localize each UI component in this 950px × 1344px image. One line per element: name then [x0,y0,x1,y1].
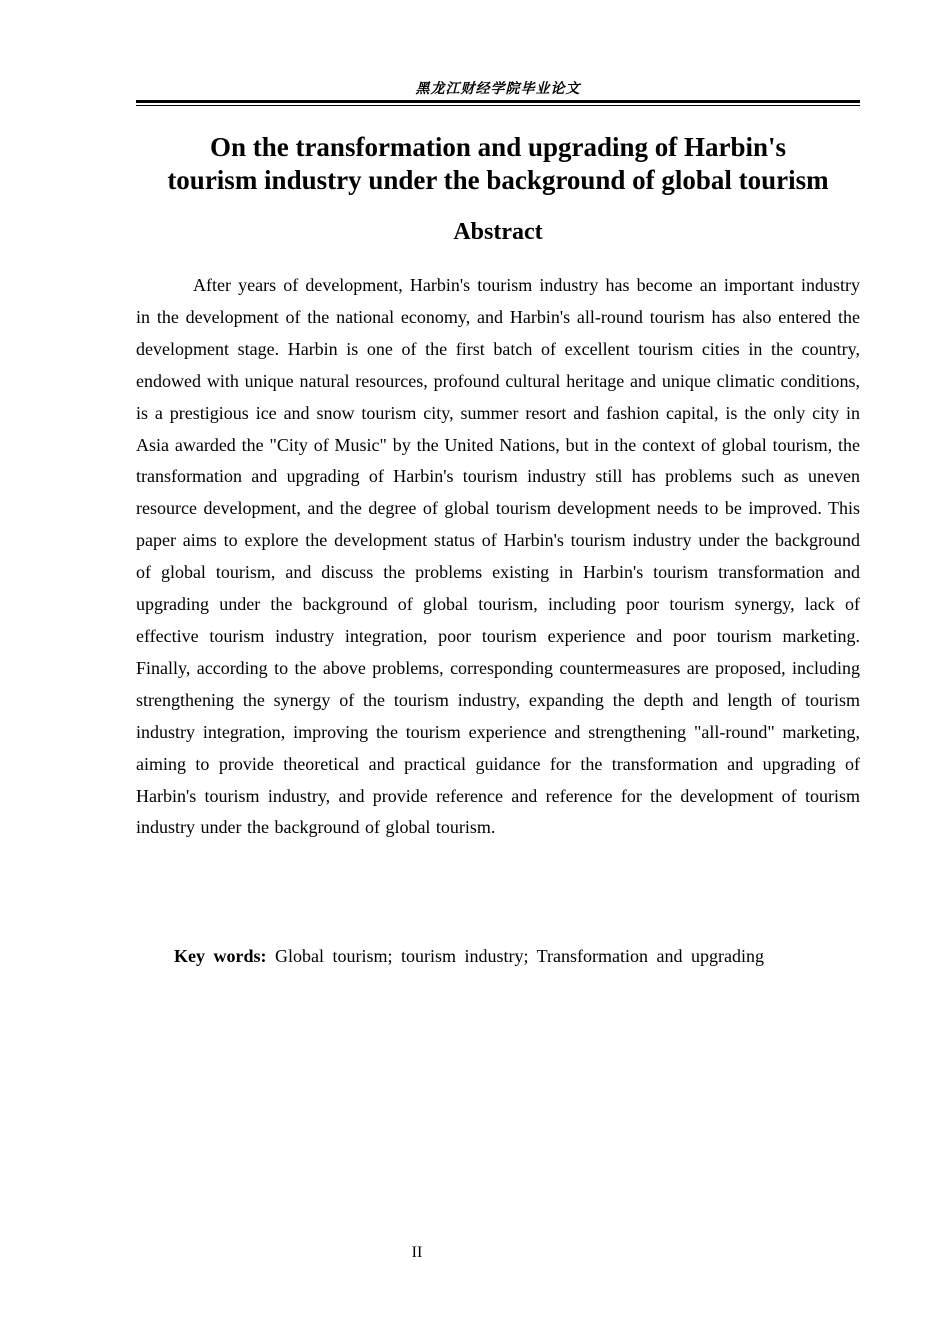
abstract-body: After years of development, Harbin's tourism industry has become an important industry in the development of the national economy, and Harbin's all-round tourism has also entered the development stage. Harbin is one of the first batch of excellent tourism cities in the country, endowed with unique natural resources, profound cultural heritage and unique climatic conditions, is a prestigious ice and snow tourism city, summer resort and fashion capital, is the only city in Asia awarded the "City of Music" by the United Nations, but in the context of global tourism, the transformation and upgrading of Harbin's tourism industry still has problems such as uneven resource development, and the degree of global tourism development needs to be improved. This paper aims to explore the development status of Harbin's tourism industry under the background of global tourism, and discuss the problems existing in Harbin's tourism transformation and upgrading under the background of global tourism, including poor tourism synergy, lack of effective tourism industry integration, poor tourism experience and poor tourism marketing. Finally, according to the above problems, corresponding countermeasures are proposed, including strengthening the synergy of the tourism industry, expanding the depth and length of tourism industry integration, improving the tourism experience and strengthening "all-round" marketing, aiming to provide theoretical and practical guidance for the transformation and upgrading of Harbin's tourism industry, and provide reference and reference for the development of tourism industry under the background of global tourism. [136,275,860,838]
running-header: 黑龙江财经学院毕业论文 [415,81,581,97]
header-rule-thin [136,105,860,106]
page-number: II [411,1244,423,1261]
header-rule-thick [136,100,860,103]
title-line-2: tourism industry under the background of global tourism [167,165,829,195]
keywords-line [174,941,860,971]
title-line-1: On the transformation and upgrading of Harbin's [209,132,787,162]
keywords-text: Global tourism; tourism industry; Transformation and upgrading [275,946,764,966]
paper-title [136,131,860,197]
abstract-heading: Abstract [453,219,543,245]
keywords-label: Key words: [174,946,267,966]
